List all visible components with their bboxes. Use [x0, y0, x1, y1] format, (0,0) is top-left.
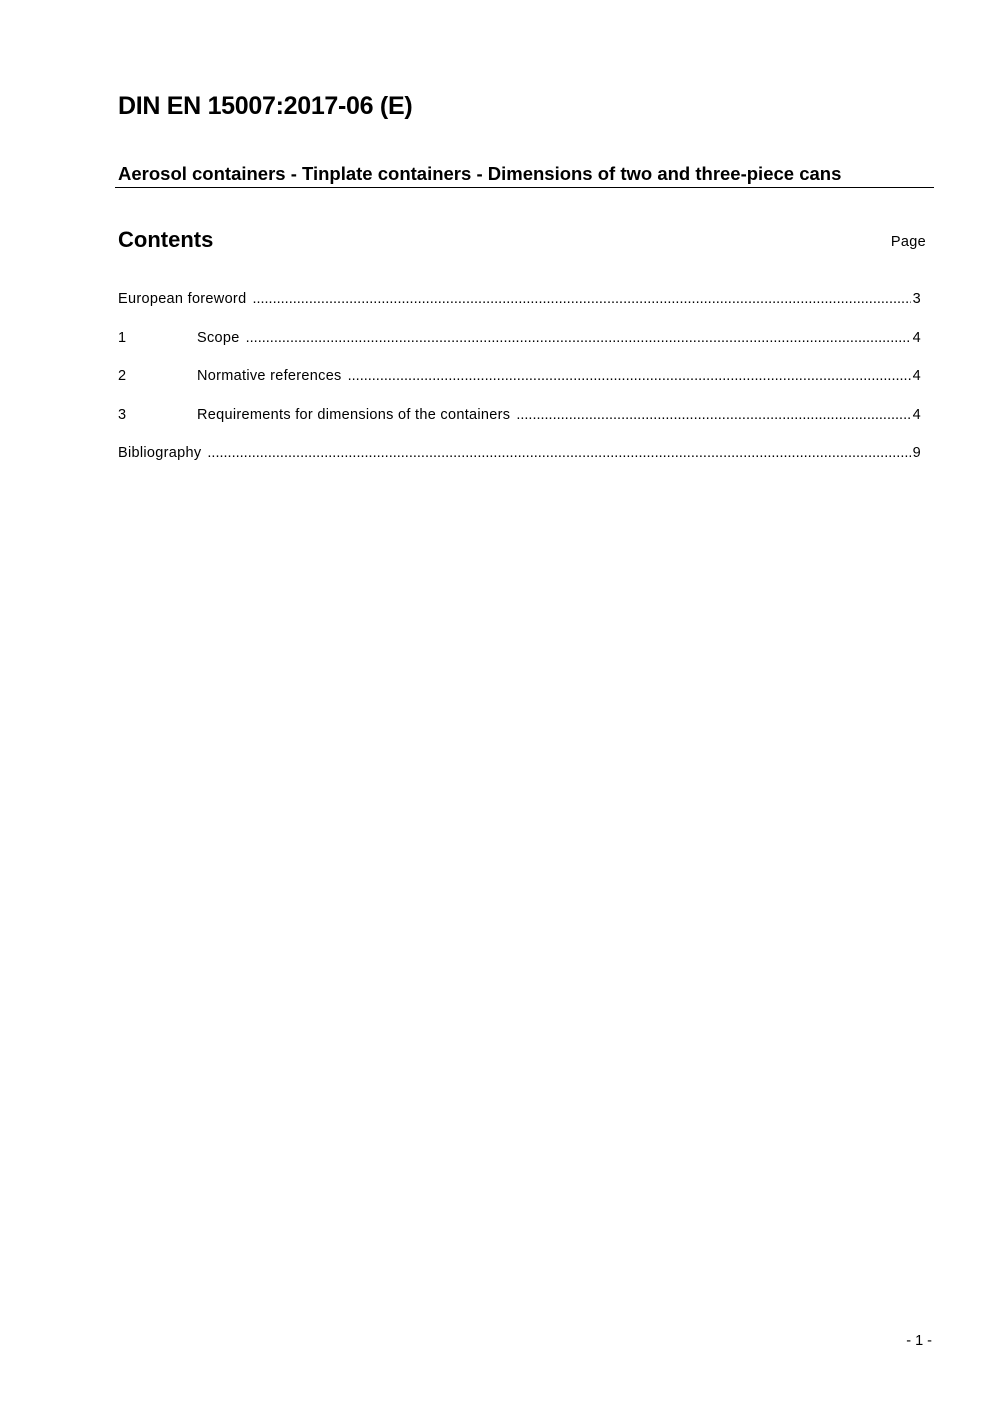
toc-entry-page: 9 — [912, 445, 921, 461]
toc-entry-requirements[interactable] — [118, 407, 921, 446]
page-column-label: Page — [890, 234, 926, 250]
toc-dot-leader — [516, 407, 910, 423]
toc-entry-label: Scope — [197, 329, 240, 346]
toc-entry-normative-references[interactable] — [118, 368, 921, 407]
document-subtitle: Aerosol containers - Tinplate containers - Dimensions of two and three-piece cans — [118, 163, 842, 184]
toc-entry-label: Requirements for dimensions of the containers — [197, 406, 511, 423]
toc-dot-leader — [207, 445, 910, 461]
toc-entry-label: Normative references — [197, 368, 342, 384]
toc-entry-bibliography[interactable] — [118, 445, 921, 484]
toc-entry-number: 3 — [118, 406, 127, 423]
table-of-contents — [118, 291, 921, 484]
toc-dot-leader — [246, 330, 911, 346]
page-number: - 1 - — [906, 1333, 932, 1349]
title-divider — [115, 187, 934, 188]
toc-entry-page: 4 — [912, 368, 921, 384]
toc-entry-page: 4 — [912, 406, 921, 423]
toc-dot-leader — [348, 368, 911, 384]
toc-entry-page: 4 — [912, 329, 921, 346]
toc-entry-scope[interactable] — [118, 330, 921, 369]
toc-entry-label: European foreword — [118, 291, 247, 307]
document-title: DIN EN 15007:2017-06 (E) — [118, 92, 413, 120]
toc-dot-leader — [252, 291, 910, 307]
toc-entry-page: 3 — [912, 291, 921, 307]
toc-entry-number: 1 — [118, 329, 127, 346]
contents-heading: Contents — [118, 227, 214, 252]
toc-entry-european-foreword[interactable] — [118, 291, 921, 330]
toc-entry-label: Bibliography — [118, 445, 202, 461]
toc-entry-number: 2 — [118, 368, 127, 384]
